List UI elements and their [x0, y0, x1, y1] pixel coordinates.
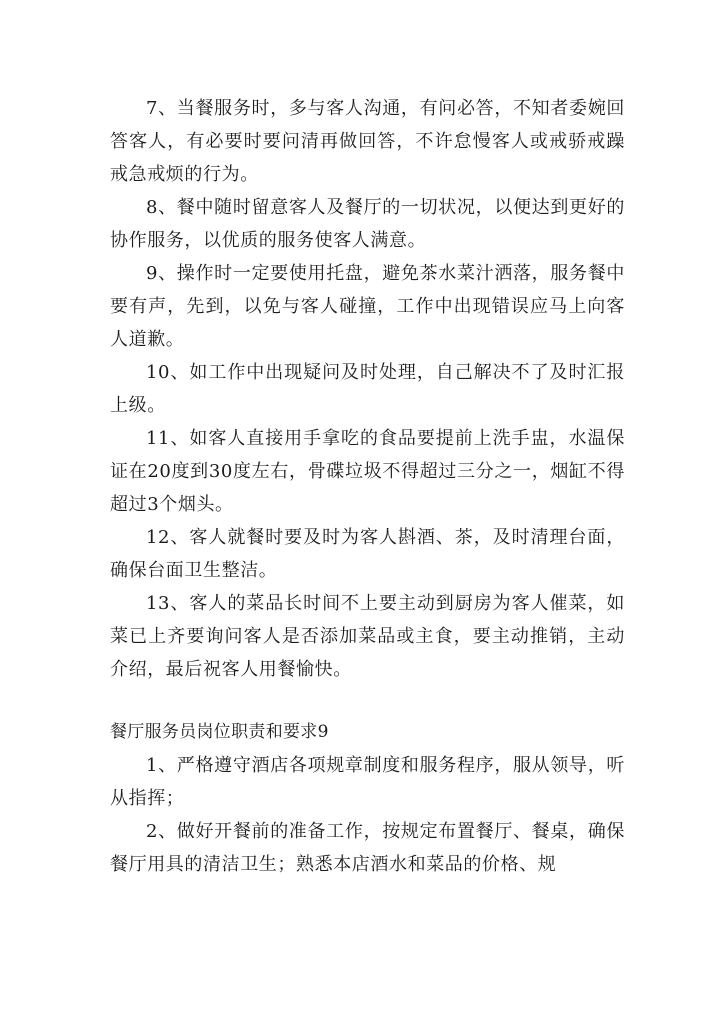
document-body: [110, 92, 625, 881]
paragraph-item-9: 9、操作时一定要使用托盘，避免茶水菜汁洒落，服务餐中要有声，先到，以免与客人碰撞，工作中出现错误应马上向客人道歉。: [110, 263, 625, 350]
paragraph-item-11: 11、如客人直接用手拿吃的食品要提前上洗手盅，水温保证在20度到30度左右，骨碟垃圾不得超过三分之一，烟缸不得超过3个烟头。: [110, 428, 625, 515]
paragraph-item-13: 13、客人的菜品长时间不上要主动到厨房为客人催菜，如菜已上齐要询问客人是否添加菜品或主食，要主动推销，主动介绍，最后祝客人用餐愉快。: [110, 593, 625, 680]
paragraph-item-12: 12、客人就餐时要及时为客人斟酒、茶，及时清理台面，确保台面卫生整洁。: [110, 527, 625, 581]
section-spacer: [110, 686, 625, 716]
paragraph-item-7: 7、当餐服务时，多与客人沟通，有问必答，不知者委婉回答客人，有必要时要问清再做回答，不许怠慢客人或戒骄戒躁戒急戒烦的行为。: [110, 98, 625, 185]
section-heading: 餐厅服务员岗位职责和要求9: [110, 722, 329, 742]
paragraph-item-2: 2、做好开餐前的准备工作，按规定布置餐厅、餐桌，确保餐厅用具的清洁卫生；熟悉本店酒水和菜品的价格、规: [110, 821, 625, 875]
paragraph-item-8: 8、餐中随时留意客人及餐厅的一切状况，以便达到更好的协作服务，以优质的服务使客人满意。: [110, 197, 625, 251]
paragraph-item-1: 1、严格遵守酒店各项规章制度和服务程序，服从领导，听从指挥；: [110, 755, 625, 809]
paragraph-item-10: 10、如工作中出现疑问及时处理，自己解决不了及时汇报上级。: [110, 362, 625, 416]
